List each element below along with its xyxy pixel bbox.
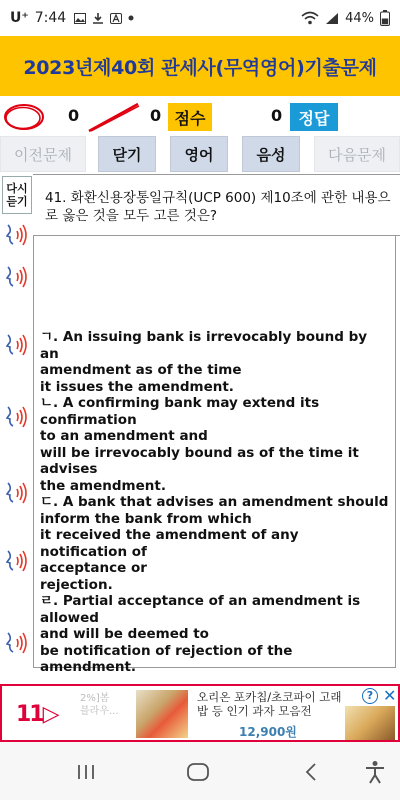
- speaker-icon[interactable]: [4, 264, 30, 290]
- ad-prev-line2: 블라우...: [80, 706, 119, 717]
- replay-button[interactable]: [2, 176, 32, 214]
- recent-apps-icon[interactable]: [76, 764, 96, 780]
- button-row: [0, 134, 400, 174]
- content-line: it received the amendment of any notification of: [40, 527, 299, 560]
- home-icon[interactable]: [186, 762, 210, 782]
- wrong-count: 0: [68, 106, 80, 125]
- carrier-label: U⁺: [10, 10, 29, 26]
- content-line: and will be deemed to: [40, 626, 209, 642]
- content-line: be notification of rejection of the amendment.: [40, 642, 293, 675]
- score-row: [0, 100, 400, 134]
- content-line: amendment as of the time: [40, 362, 242, 378]
- speaker-icon[interactable]: [4, 332, 30, 358]
- page-title: 2023년제40회 관세사(무역영어)기출문제: [23, 56, 377, 79]
- voice-button[interactable]: 음성: [242, 136, 300, 172]
- content-panel: [33, 236, 396, 675]
- ad-help-icon[interactable]: ?: [362, 688, 378, 704]
- content-line: the amendment.: [40, 477, 166, 494]
- replay-label: [6, 182, 27, 208]
- content-line: ㄹ. Partial acceptance of an amendment is allowed: [40, 593, 361, 626]
- speaker-icon[interactable]: [4, 630, 30, 656]
- replay-label-line2: 듣기: [6, 195, 28, 208]
- question-text: 41. 화환신용장통일규칙(UCP 600) 제10조에 관한 내용으로 옳은 것을 모두 고른 것은?: [45, 190, 391, 224]
- score-label: 점수: [168, 103, 212, 131]
- ad-logo: 11▷: [16, 702, 58, 727]
- next-question-button[interactable]: 다음문제: [314, 136, 400, 172]
- answer-button[interactable]: 정답: [290, 103, 338, 131]
- prev-question-button[interactable]: 이전문제: [0, 136, 86, 172]
- battery-percent: 44%: [345, 10, 374, 26]
- speaker-icon[interactable]: [4, 222, 30, 248]
- back-icon[interactable]: [304, 763, 318, 781]
- ad-product-image-2: [345, 706, 395, 740]
- content-line: ㄴ. A confirming bank may extend its confirmation: [40, 395, 320, 428]
- ad-title: 오리온 포카칩/초코파이 고래밥 등 인기 과자 모음전: [197, 690, 342, 718]
- system-nav-bar: [0, 742, 400, 800]
- speaker-icon[interactable]: [4, 480, 30, 506]
- replay-label-line1: 다시: [6, 182, 28, 195]
- question-box: [33, 174, 400, 236]
- ad-banner[interactable]: [0, 684, 400, 742]
- dot-icon: [128, 15, 134, 21]
- right-count: 0: [150, 106, 162, 125]
- title-bar: [0, 36, 400, 96]
- speaker-icon[interactable]: [4, 548, 30, 574]
- wifi-icon: [301, 11, 319, 25]
- side-column: [0, 174, 33, 670]
- content-line: will be irrevocably bound as of the time it advises: [40, 444, 359, 477]
- content-text: [40, 329, 390, 676]
- accessibility-icon[interactable]: [364, 760, 386, 784]
- content-line: rejection.: [40, 576, 113, 593]
- content-line: ㄱ. An issuing bank is irrevocably bound by an: [40, 329, 368, 362]
- ad-product-image: [136, 690, 188, 738]
- app-notification-icon: [110, 13, 122, 24]
- content-line: it issues the amendment.: [40, 378, 234, 395]
- clock: 7:44: [34, 10, 67, 26]
- ad-prev-item: [80, 692, 119, 718]
- english-button[interactable]: 영어: [170, 136, 228, 172]
- ad-price: 12,900원: [239, 725, 297, 739]
- speaker-icon[interactable]: [4, 404, 30, 430]
- signal-icon: [325, 12, 339, 25]
- content-line: to an amendment and: [40, 428, 208, 444]
- ad-close-icon[interactable]: ✕: [383, 686, 397, 705]
- gallery-icon: [74, 13, 86, 24]
- content-line: acceptance or: [40, 560, 147, 576]
- content-line: inform the bank from which: [40, 510, 252, 527]
- content-line: ㄷ. A bank that advises an amendment should: [40, 494, 389, 510]
- download-icon: [92, 13, 104, 24]
- status-bar: [0, 0, 400, 36]
- ad-prev-line1: 2%]봄: [80, 693, 110, 704]
- wrong-mark-icon: [2, 101, 46, 133]
- score-value: 0: [271, 106, 283, 125]
- battery-icon: [380, 10, 390, 26]
- close-button[interactable]: 닫기: [98, 136, 156, 172]
- check-mark-icon: [86, 101, 142, 133]
